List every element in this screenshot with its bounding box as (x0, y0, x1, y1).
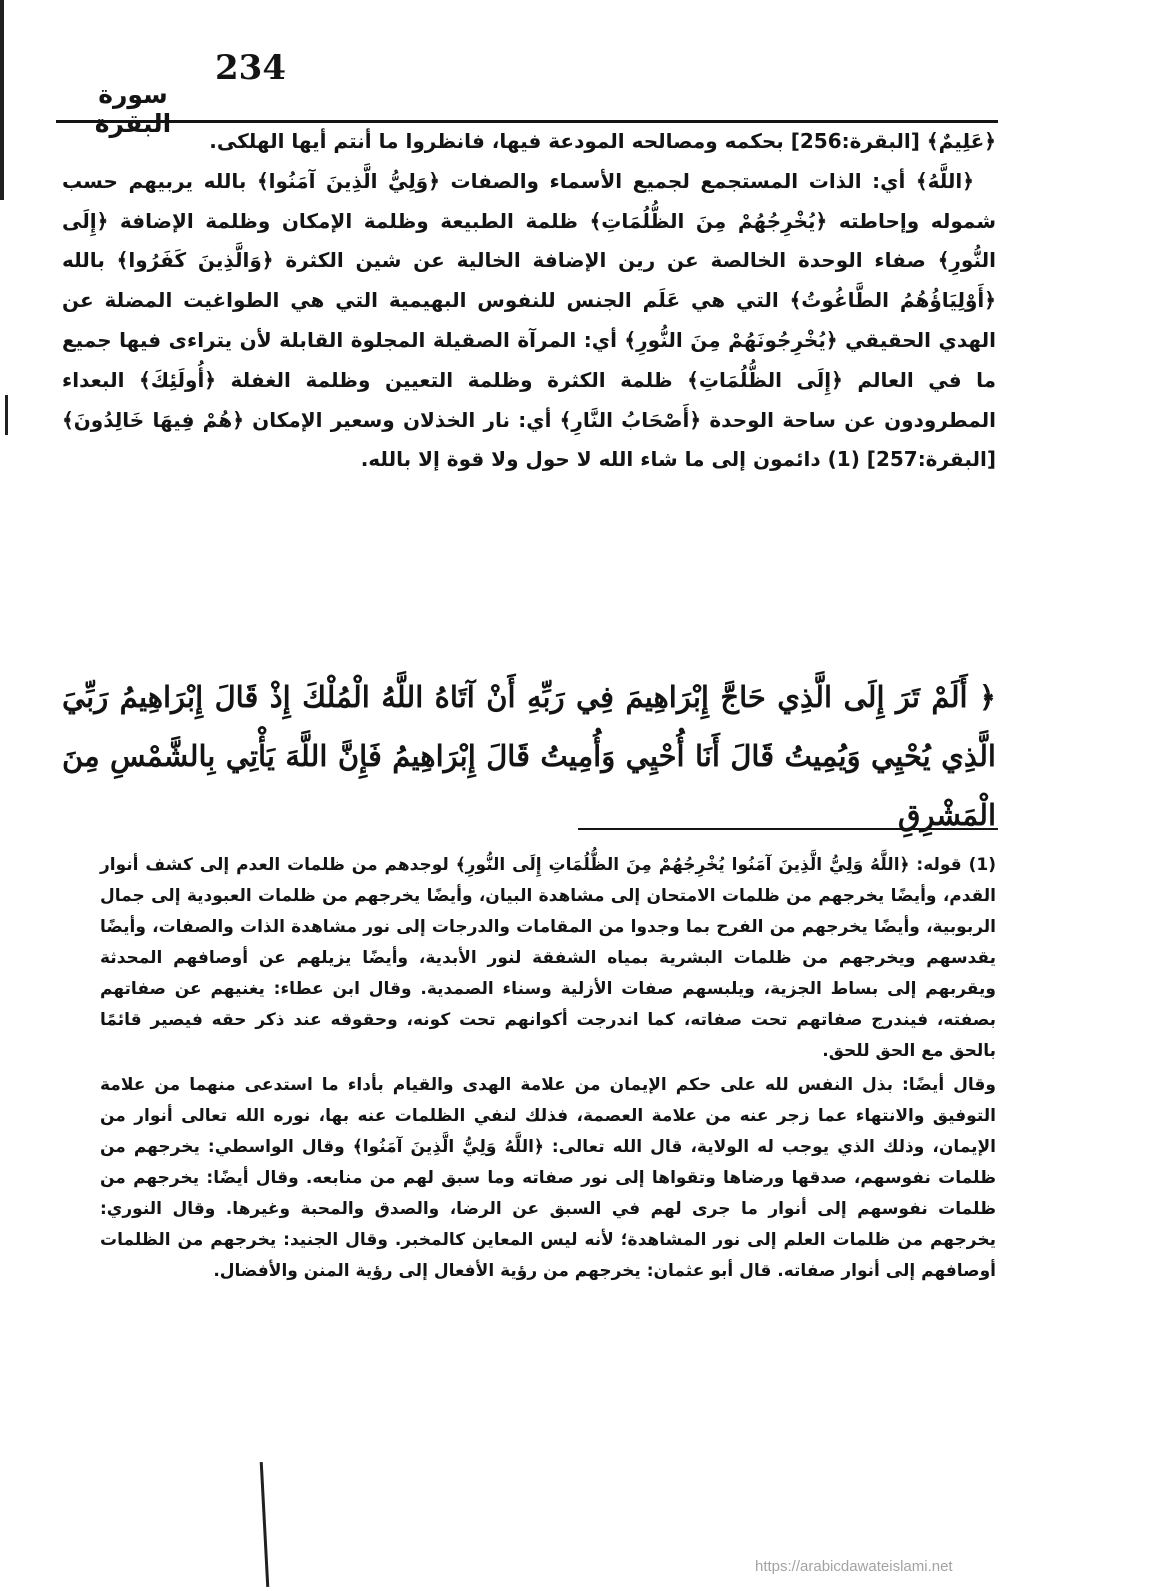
footnote-rule (578, 828, 998, 830)
page-number: 234 (215, 48, 286, 88)
commentary-paragraph-1: ﴿عَلِيمٌ﴾ [البقرة:256] بحكمه ومصالحه المودعة فيها، فانظروا ما أنتم أيها الهلكى. (209, 129, 996, 153)
quran-verse: ﴿ أَلَمْ تَرَ إِلَى الَّذِي حَاجَّ إِبْرَاهِيمَ فِي رَبِّهِ أَنْ آتَاهُ اللَّهُ الْمُلْكَ إِذْ قَالَ إِبْرَاهِيمُ رَبِّيَ الَّذِي يُحْيِي وَيُمِيتُ قَالَ أَنَا أُحْيِي وَأُمِيتُ قَالَ إِبْرَاهِيمُ فَإِنَّ اللَّهَ يَأْتِي بِالشَّمْسِ مِنَ الْمَشْرِقِ (62, 680, 996, 832)
scan-edge-mark (5, 395, 8, 435)
footnote-paragraph-2: وقال أيضًا: بذل النفس لله على حكم الإيمان من علامة الهدى والقيام بأداء ما استدعى منهما من علامة التوفيق والانتهاء عما زجر عنه من علامة العصمة، فذلك لنفي الظلمات عنه بها، نوره الله تعالى أنوار من الإيمان، وذلك الذي يوجب له الولاية، قال الله تعالى: ﴿اللَّهُ وَلِيُّ الَّذِينَ آمَنُوا﴾ وقال الواسطي: يخرجهم من ظلمات نفوسهم، صدقها ورضاها وتقواها إلى نور صفاته وما سبق لهم من منابعه. وقال أيضًا: يخرجهم من ظلمات نفوسهم إلى أنوار ما جرى لهم في السبق عن الرضا، والصدق والمحبة وغيرها. وقال النوري: يخرجهم من ظلمات العلم إلى نور المشاهدة؛ لأنه ليس المعاين كالمخبر. وقال الجنيد: يخرجهم من الظلمات أوصافهم إلى أنوار صفاته. قال أبو عثمان: يخرجهم من رؤية الأفعال إلى رؤية المنن والأفضال. (100, 1075, 996, 1281)
pen-stroke (260, 1462, 270, 1587)
footnotes (100, 850, 996, 1290)
scan-edge-mark (0, 0, 4, 200)
commentary-text (62, 122, 996, 480)
watermark-url: https://arabicdawateislami.net (755, 1558, 953, 1575)
commentary-paragraph-2: ﴿اللَّهُ﴾ أي: الذات المستجمع لجميع الأسماء والصفات ﴿وَلِيُّ الَّذِينَ آمَنُوا﴾ بالله يربيهم حسب شموله وإحاطته ﴿يُخْرِجُهُمْ مِنَ الظُّلُمَاتِ﴾ ظلمة الطبيعة وظلمة الإمكان وظلمة الإضافة ﴿إِلَى النُّورِ﴾ صفاء الوحدة الخالصة عن رين الإضافة الخالية عن شين الكثرة ﴿وَالَّذِينَ كَفَرُوا﴾ بالله ﴿أَوْلِيَاؤُهُمُ الطَّاغُوتُ﴾ التي هي عَلَم الجنس للنفوس البهيمية التي هي الطواغيت المضلة عن الهدي الحقيقي ﴿يُخْرِجُونَهُمْ مِنَ النُّورِ﴾ أي: المرآة الصقيلة المجلوة القابلة لأن يتراءى فيها جميع ما في العالم ﴿إِلَى الظُّلُمَاتِ﴾ ظلمة الكثرة وظلمة التعيين وظلمة الغفلة ﴿أُولَئِكَ﴾ البعداء المطرودون عن ساحة الوحدة ﴿أَصْحَابُ النَّارِ﴾ أي: نار الخذلان وسعير الإمكان ﴿هُمْ فِيهَا خَالِدُونَ﴾ [البقرة:257] (1) دائمون إلى ما شاء الله لا حول ولا قوة إلا بالله. (62, 168, 996, 472)
surah-title: سورة البقرة (94, 80, 172, 138)
footnote-paragraph-1: (1) قوله: ﴿اللَّهُ وَلِيُّ الَّذِينَ آمَنُوا يُخْرِجُهُمْ مِنَ الظُّلُمَاتِ إِلَى النُّورِ﴾ لوجدهم من ظلمات العدم إلى كشف أنوار القدم، وأيضًا يخرجهم من ظلمات الامتحان إلى مشاهدة البيان، وأيضًا يخرجهم من ظلمات العبودية إلى جمال الربوبية، وأيضًا يخرجهم من الفرح بما وجدوا من المقامات والدرجات إلى نور مشاهدة الذات والصفات، وأيضًا يقدسهم ويخرجهم من ظلمات البشرية بمياه الشفقة لنور الأبدية، وأيضًا يزيلهم عن أوصافهم المحدثة ويقربهم إلى بساط الجزية، ويلبسهم صفات الأزلية وسناء الصمدية. وقال ابن عطاء: يغنيهم عن صفاتهم بصفته، فيندرج صفاتهم تحت صفاته، كما اندرجت أكوانهم تحت كونه، وحقوقه عند ذكر حقه فيصير قائمًا بالحق مع الحق للحق. (100, 855, 996, 1061)
